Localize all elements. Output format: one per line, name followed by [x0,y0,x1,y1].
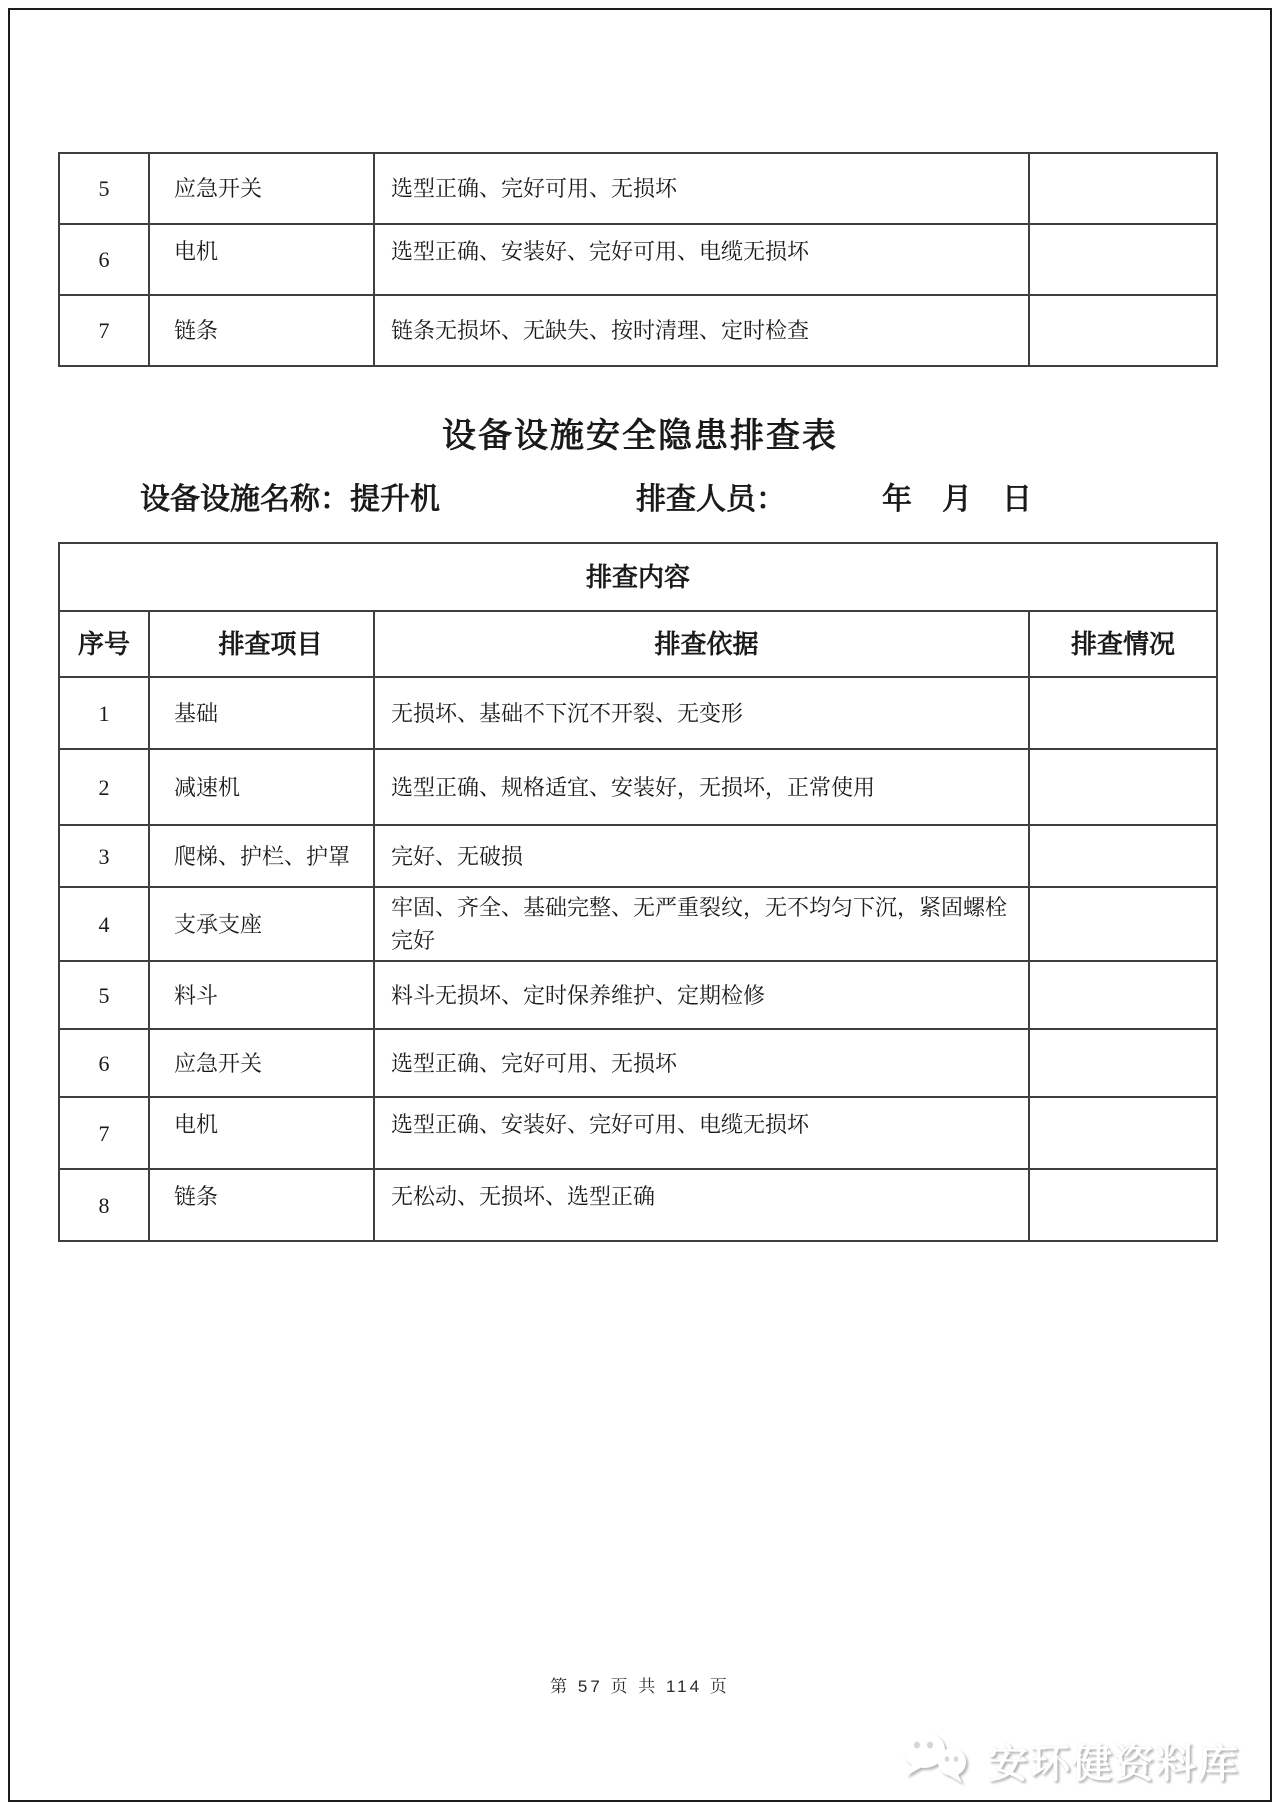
cell-status [1029,677,1217,749]
cell-item: 电机 [149,224,374,295]
cell-num: 7 [59,1097,149,1169]
subtitle-line [140,474,1140,518]
cell-status [1029,887,1217,961]
section-header-cell: 排查内容 [59,543,1217,611]
cell-status [1029,1029,1217,1097]
cell-status [1029,153,1217,224]
table-row [59,295,1217,366]
column-header-basis: 排查依据 [374,611,1029,677]
cell-basis: 完好、无破损 [374,825,1029,887]
inspection-table-body [59,677,1217,1241]
cell-item: 爬梯、护栏、护罩 [149,825,374,887]
cell-basis: 选型正确、完好可用、无损坏 [374,153,1029,224]
date-label: 年 月 日 [882,483,1032,516]
cell-item: 支承支座 [149,887,374,961]
cell-basis: 料斗无损坏、定时保养维护、定期检修 [374,961,1029,1029]
table-row [59,1029,1217,1097]
watermark-label: 安环健资料库 [988,1742,1240,1786]
cell-basis: 链条无损坏、无缺失、按时清理、定时检查 [374,295,1029,366]
cell-status [1029,295,1217,366]
cell-item: 应急开关 [149,153,374,224]
cell-num: 8 [59,1169,149,1241]
table-row [59,677,1217,749]
column-header-row [59,611,1217,677]
page-number: 第 57 页 共 114 页 [550,1677,730,1696]
cell-item: 链条 [149,295,374,366]
table-row [59,749,1217,825]
table-row [59,153,1217,224]
cell-status [1029,224,1217,295]
cell-item: 应急开关 [149,1029,374,1097]
cell-num: 3 [59,825,149,887]
cell-basis: 无损坏、基础不下沉不开裂、无变形 [374,677,1029,749]
page-title: 设备设施安全隐患排查表 [442,417,838,455]
cell-item: 链条 [149,1169,374,1241]
table-row [59,1097,1217,1169]
equipment-name-label: 设备设施名称：提升机 [140,483,440,516]
section-header-row [59,543,1217,611]
inspection-table [58,542,1218,1242]
cell-basis: 选型正确、安装好、完好可用、电缆无损坏 [374,224,1029,295]
table-row [59,224,1217,295]
cell-num: 6 [59,224,149,295]
table-row [59,961,1217,1029]
cell-status [1029,1097,1217,1169]
cell-basis: 选型正确、完好可用、无损坏 [374,1029,1029,1097]
cell-num: 5 [59,961,149,1029]
table-row [59,1169,1217,1241]
cell-item: 基础 [149,677,374,749]
cell-status [1029,1169,1217,1241]
watermark [898,1728,1240,1793]
previous-checklist-table [58,152,1218,367]
previous-checklist-body [59,153,1217,366]
cell-num: 6 [59,1029,149,1097]
cell-num: 5 [59,153,149,224]
cell-item: 减速机 [149,749,374,825]
column-header-item: 排查项目 [149,611,374,677]
cell-basis: 选型正确、规格适宜、安装好，无损坏，正常使用 [374,749,1029,825]
cell-basis: 牢固、齐全、基础完整、无严重裂纹，无不均匀下沉，紧固螺栓完好 [374,887,1029,961]
cell-num: 1 [59,677,149,749]
cell-basis: 无松动、无损坏、选型正确 [374,1169,1029,1241]
cell-num: 2 [59,749,149,825]
table-row [59,887,1217,961]
table-row [59,825,1217,887]
cell-num: 4 [59,887,149,961]
cell-status [1029,749,1217,825]
chat-bubbles-icon [898,1728,978,1793]
cell-status [1029,961,1217,1029]
cell-item: 料斗 [149,961,374,1029]
cell-status [1029,825,1217,887]
cell-item: 电机 [149,1097,374,1169]
inspector-label: 排查人员： [636,483,786,516]
column-header-num: 序号 [59,611,149,677]
cell-num: 7 [59,295,149,366]
cell-basis: 选型正确、安装好、完好可用、电缆无损坏 [374,1097,1029,1169]
column-header-status: 排查情况 [1029,611,1217,677]
